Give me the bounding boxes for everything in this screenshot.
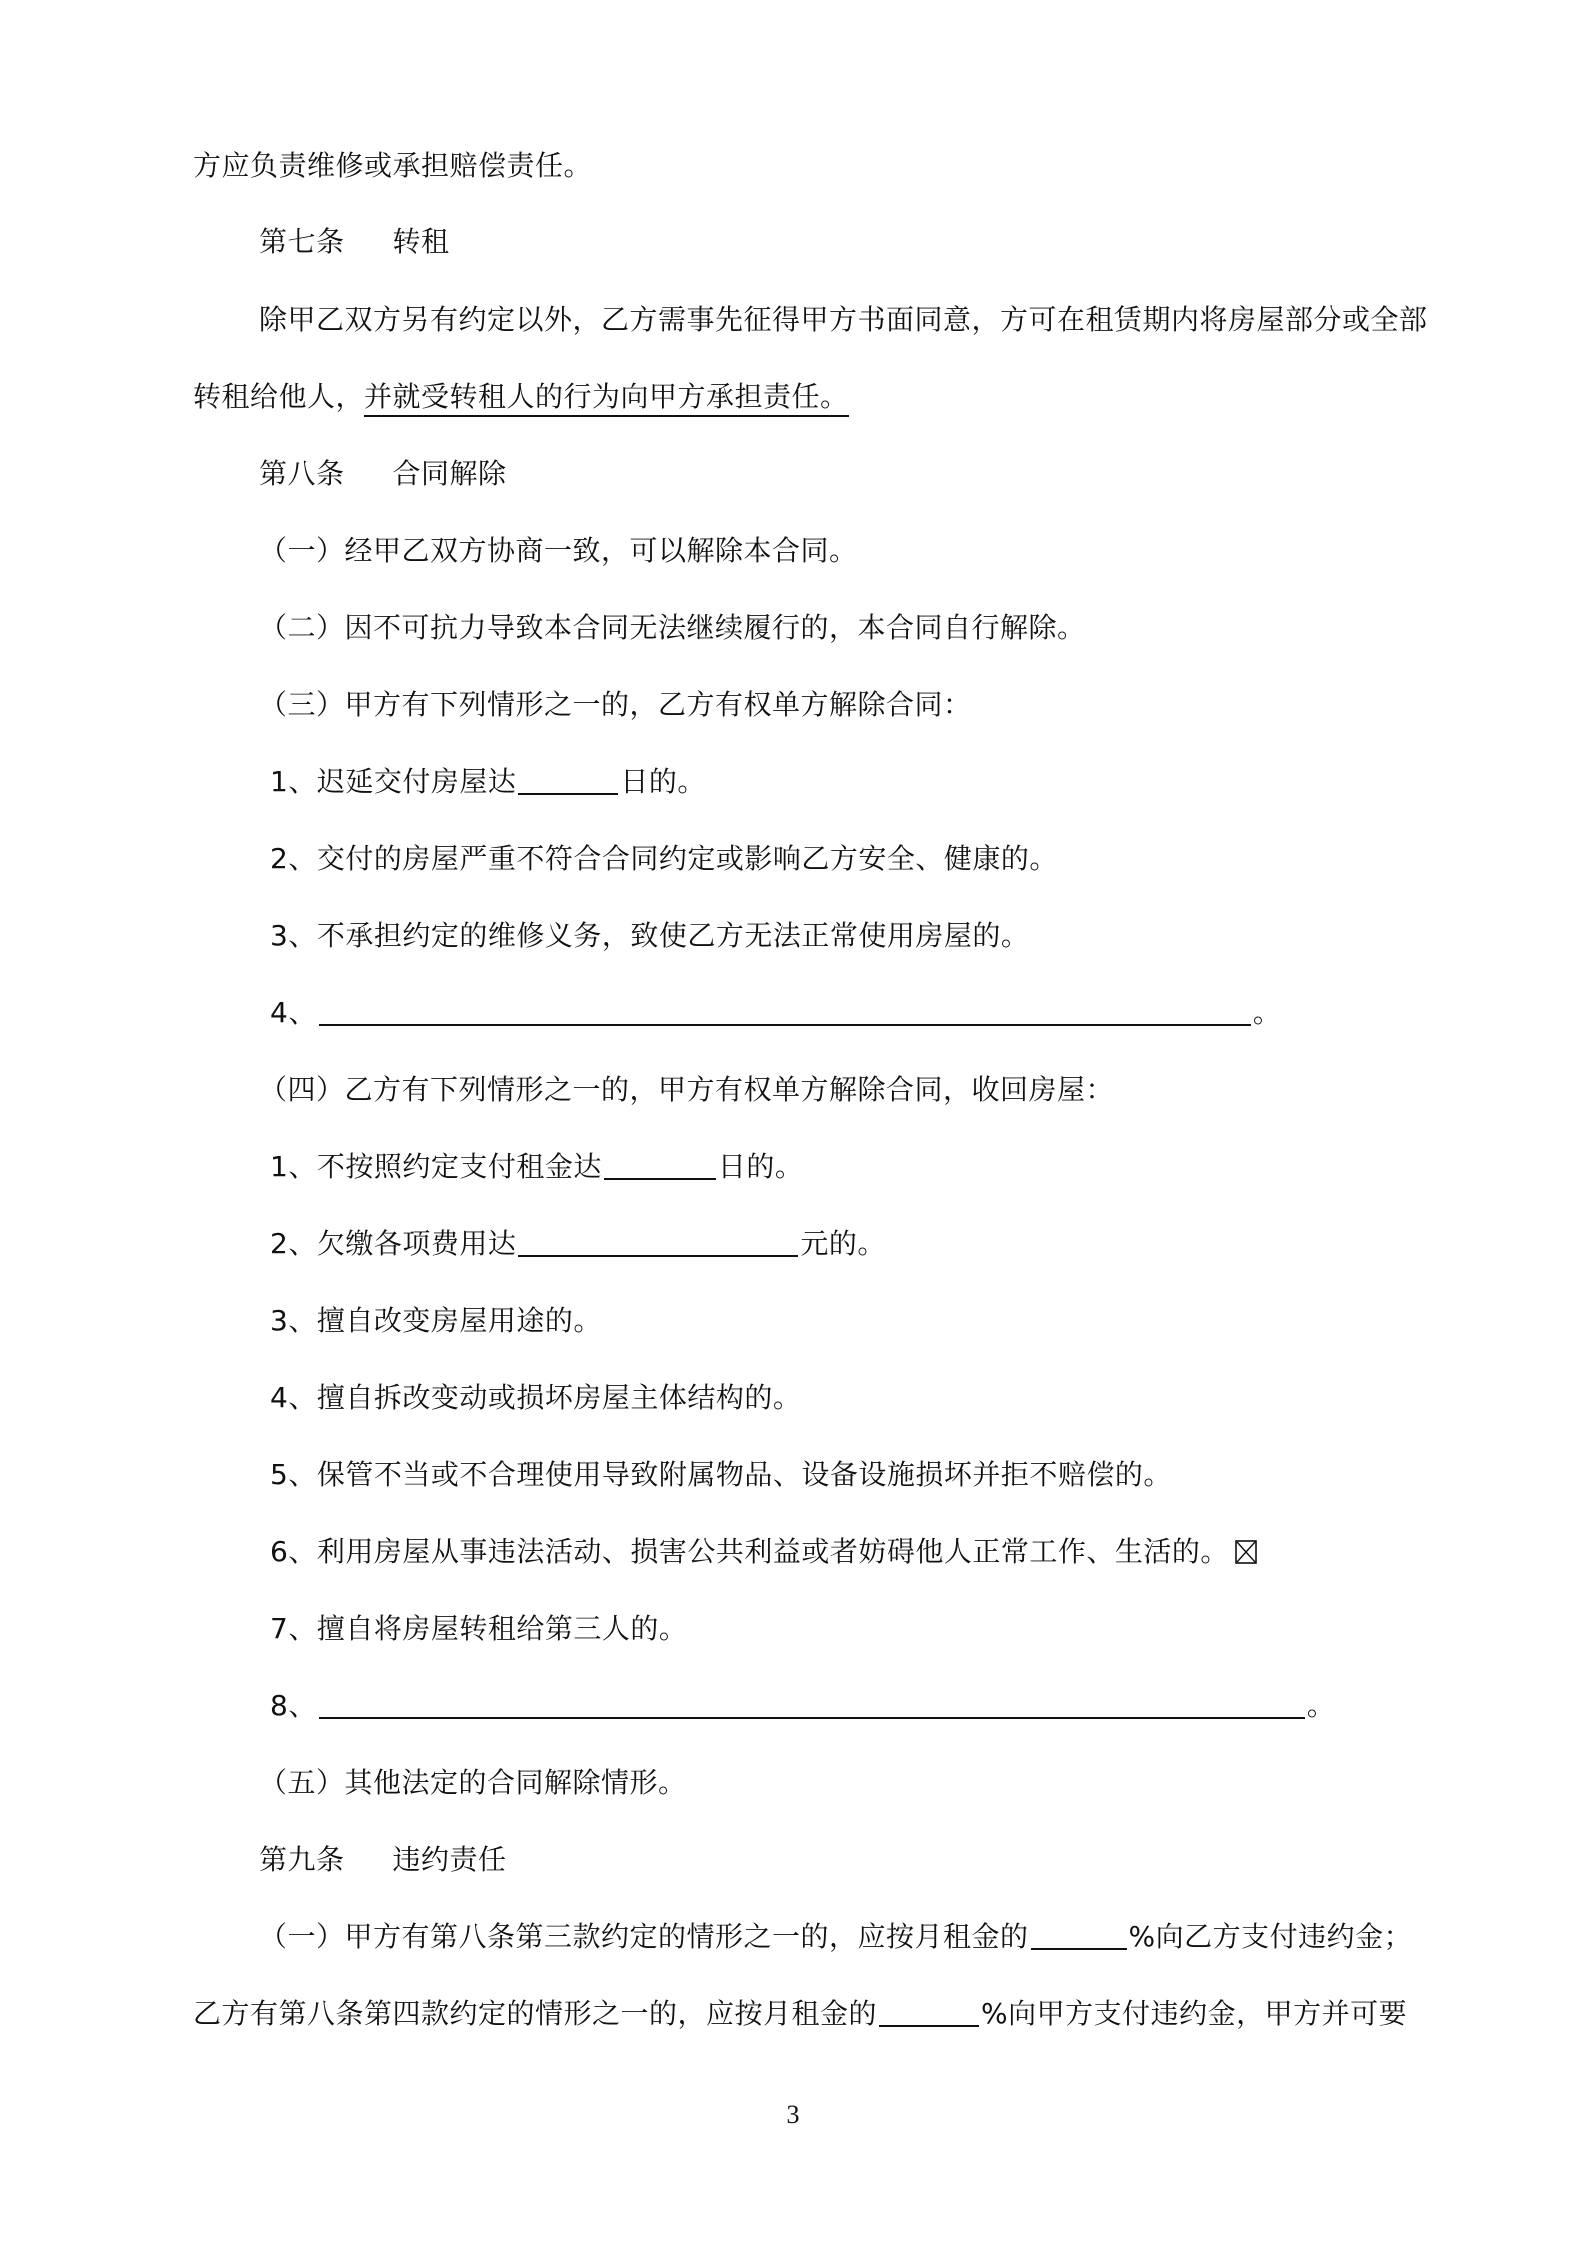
underlined-text: 并就受转租人的行为向甲方承担责任。	[364, 380, 849, 417]
article-title: 违约责任	[392, 1843, 507, 1876]
clause-4-item-2: 2、欠缴各项费用达 元的。	[270, 1227, 886, 1260]
fill-in-blank[interactable]	[879, 1995, 979, 2027]
article-number: 第七条	[259, 225, 345, 258]
clause-5: （五）其他法定的合同解除情形。	[259, 1766, 687, 1799]
clause-4-item-7: 7、擅自将房屋转租给第三人的。	[270, 1612, 688, 1645]
clause-3-item-4: 4、 。	[270, 996, 1282, 1029]
clause-2: （二）因不可抗力导致本合同无法继续履行的，本合同自行解除。	[259, 611, 1086, 644]
clause-4-item-6: 6、利用房屋从事违法活动、损害公共利益或者妨碍他人正常工作、生活的。	[270, 1532, 1257, 1572]
clause-4-item-5: 5、保管不当或不合理使用导致附属物品、设备设施损坏并拒不赔偿的。	[270, 1458, 1172, 1491]
clause-3-item-2: 2、交付的房屋严重不符合合同约定或影响乙方安全、健康的。	[270, 842, 1058, 875]
article-9-paragraph-line-2: 乙方有第八条第四款约定的情形之一的，应按月租金的 %向甲方支付违约金，甲方并可要	[193, 1997, 1408, 2030]
article-7-paragraph-line-1: 除甲乙双方另有约定以外，乙方需事先征得甲方书面同意，方可在租赁期内将房屋部分或全部	[259, 303, 1428, 336]
fill-in-blank[interactable]	[1031, 1918, 1127, 1950]
fill-in-blank[interactable]	[604, 1148, 716, 1180]
fill-in-blank[interactable]	[518, 1225, 798, 1257]
fill-in-blank[interactable]	[319, 1687, 1305, 1719]
article-7-heading	[259, 222, 450, 262]
clause-4-item-4: 4、擅自拆改变动或损坏房屋主体结构的。	[270, 1381, 802, 1414]
article-7-paragraph-line-2: 转租给他人，并就受转租人的行为向甲方承担责任。	[193, 377, 849, 417]
clause-3-item-1: 1、迟延交付房屋达 日的。	[270, 765, 706, 798]
clause-3-item-3: 3、不承担约定的维修义务，致使乙方无法正常使用房屋的。	[270, 919, 1030, 952]
clause-4-item-3: 3、擅自改变房屋用途的。	[270, 1304, 602, 1337]
article-9-heading	[259, 1840, 507, 1880]
clause-1: （一）经甲乙双方协商一致，可以解除本合同。	[259, 534, 858, 567]
clause-4-item-8: 8、 。	[270, 1689, 1336, 1722]
article-title: 转租	[392, 225, 450, 258]
article-number: 第八条	[259, 457, 345, 490]
clause-3: （三）甲方有下列情形之一的，乙方有权单方解除合同：	[259, 688, 972, 721]
checkbox-icon	[1235, 1540, 1257, 1564]
article-8-heading	[259, 454, 507, 494]
clause-4-item-1: 1、不按照约定支付租金达 日的。	[270, 1150, 804, 1183]
line-continuation: 方应负责维修或承担赔偿责任。	[193, 149, 593, 182]
article-number: 第九条	[259, 1843, 345, 1876]
clause-4: （四）乙方有下列情形之一的，甲方有权单方解除合同，收回房屋：	[259, 1073, 1115, 1106]
article-title: 合同解除	[392, 457, 507, 490]
fill-in-blank[interactable]	[319, 994, 1251, 1026]
page-number: 3	[786, 2100, 800, 2129]
fill-in-blank[interactable]	[518, 763, 618, 795]
article-9-paragraph-line-1: （一）甲方有第八条第三款约定的情形之一的，应按月租金的 %向乙方支付违约金；	[259, 1920, 1413, 1953]
